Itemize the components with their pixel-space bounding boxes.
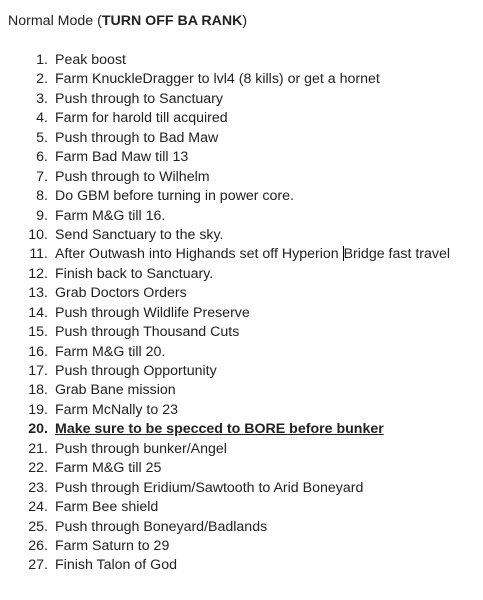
- step-number: 23.: [28, 479, 48, 496]
- step-text[interactable]: Push through to Bad Maw: [55, 129, 219, 146]
- step-number: 2.: [36, 71, 48, 88]
- step-text[interactable]: Push through Opportunity: [55, 363, 217, 379]
- step-text[interactable]: Farm Saturn to 29: [55, 537, 170, 554]
- step-number: 17.: [28, 363, 48, 379]
- step-text[interactable]: [55, 245, 450, 264]
- step-number: 14.: [28, 304, 48, 321]
- step-text[interactable]: Send Sanctuary to the sky.: [55, 226, 224, 243]
- step-number: 24.: [28, 499, 48, 516]
- step-text[interactable]: Peak boost: [55, 52, 126, 68]
- step-number: 9.: [36, 207, 48, 224]
- step-text[interactable]: Farm Bee shield: [55, 499, 159, 516]
- step-text[interactable]: Push through Boneyard/Badlands: [55, 518, 268, 535]
- step-text[interactable]: Do GBM before turning in power core.: [55, 188, 294, 205]
- step-text[interactable]: Farm Bad Maw till 13: [55, 149, 189, 166]
- step-text[interactable]: Push through to Sanctuary: [55, 90, 223, 107]
- step-text[interactable]: Push through to Wilhelm: [55, 168, 210, 185]
- step-number: 21.: [28, 440, 48, 457]
- step-text[interactable]: Push through bunker/Angel: [55, 440, 227, 457]
- step-number: 8.: [36, 188, 48, 205]
- step-number: 7.: [36, 168, 48, 185]
- step-number: 5.: [36, 129, 48, 146]
- document-title: [8, 11, 247, 31]
- step-number: 20.: [28, 421, 48, 438]
- step-number: 27.: [28, 557, 48, 574]
- step-text[interactable]: Farm for harold till acquired: [55, 110, 228, 127]
- step-text[interactable]: Finish Talon of God: [55, 557, 177, 574]
- step-number: 1.: [36, 52, 48, 68]
- step-number: 12.: [28, 265, 48, 282]
- step-text[interactable]: Farm McNally to 23: [55, 401, 178, 418]
- title-emphasis: TURN OFF BA RANK: [101, 13, 243, 29]
- step-text-after-cursor: Bridge fast travel: [343, 246, 451, 263]
- step-text[interactable]: Farm M&G till 25: [55, 460, 162, 477]
- step-number: 26.: [28, 537, 48, 554]
- step-text[interactable]: Grab Doctors Orders: [55, 285, 187, 302]
- step-number: 19.: [28, 401, 48, 418]
- step-number: 6.: [36, 149, 48, 166]
- title-prefix: Normal Mode (: [8, 13, 102, 29]
- step-text[interactable]: Farm M&G till 20.: [55, 343, 166, 360]
- step-text[interactable]: Grab Bane mission: [55, 382, 176, 399]
- step-text[interactable]: Push through Wildlife Preserve: [55, 304, 250, 321]
- step-number: 3.: [36, 90, 48, 107]
- step-text[interactable]: Make sure to be specced to BORE before bunker: [55, 421, 384, 438]
- step-number: 22.: [28, 460, 48, 477]
- title-suffix: ): [242, 13, 248, 29]
- step-number: 15.: [28, 324, 48, 341]
- step-text[interactable]: Push through Thousand Cuts: [55, 324, 240, 341]
- step-text-before-cursor: After Outwash into Highands set off Hyperion: [55, 246, 343, 263]
- step-text[interactable]: Farm KnuckleDragger to lvl4 (8 kills) or get a hornet: [55, 71, 380, 88]
- step-text[interactable]: Push through Eridium/Sawtooth to Arid Boneyard: [55, 479, 364, 496]
- step-number: 13.: [28, 285, 48, 302]
- step-text[interactable]: Farm M&G till 16.: [55, 207, 166, 224]
- step-number: 10.: [28, 226, 48, 243]
- step-number: 4.: [36, 110, 48, 127]
- step-number: 11.: [29, 246, 48, 263]
- step-number: 25.: [28, 518, 48, 535]
- step-number: 16.: [28, 343, 48, 360]
- step-number: 18.: [28, 382, 48, 399]
- step-text[interactable]: Finish back to Sanctuary.: [55, 265, 214, 282]
